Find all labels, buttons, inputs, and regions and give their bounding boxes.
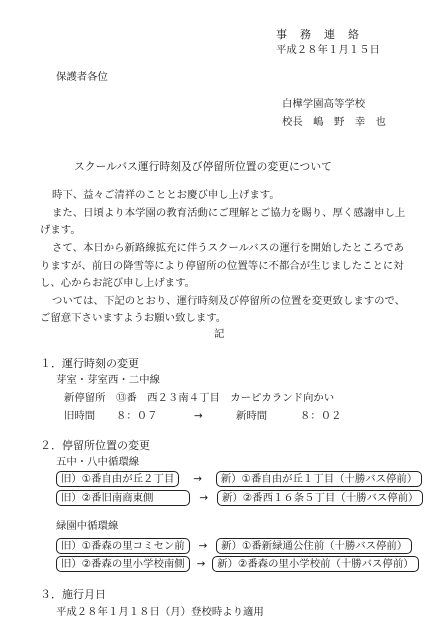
body-p3-line1: さて、本日から新路線拡充に伴うスクールバスの運行を開始したところであ (52, 242, 405, 254)
b-row1-old: 旧）①番森の里コミセン前 (56, 538, 190, 554)
b-row1-arrow: → (198, 540, 208, 552)
sender-principal: 校長 嶋 野 幸 也 (282, 116, 386, 128)
section1-old-time: ８：０７ (116, 410, 158, 422)
body-p2-line2: げます。 (40, 224, 81, 236)
section3-heading: ３．施行月日 (40, 588, 106, 601)
section2-b-row2 (56, 556, 419, 572)
a-row2-new: 新）②番西１６条５丁目（十勝バス停前） (217, 490, 423, 506)
section1-route: 芽室・芽室西・二中線 (56, 374, 160, 386)
sender-school: 白樺学園高等学校 (282, 98, 366, 110)
a-row1-arrow: → (193, 473, 202, 485)
section1-new-time: ８：０２ (300, 410, 342, 422)
a-row2-old: 旧）②番旧南商東側 (56, 490, 190, 506)
section1-new-stop: 新停留所 ⑬番 西２３南４丁目 カーピカランド向かい (64, 392, 335, 404)
body-p4-line2: ご留意下さいますようお願い致します。 (40, 312, 227, 324)
a-row2-arrow: → (199, 492, 209, 504)
b-row2-old: 旧）②番森の里小学校南側 (56, 556, 190, 572)
body-p1: 時下、益々ご清祥のこととお慶び申し上げます。 (52, 189, 280, 201)
body-p3-line3: し、心からお詫び申し上げます。 (40, 277, 196, 289)
body-p3-line2: りますが、前日の降雪等により停留所の位置等に不都合が生じましたことに対 (40, 260, 404, 272)
section1-new-time-label: 新時間 (236, 410, 268, 422)
a-row1-old: 旧）①番自由が丘２丁目 (56, 471, 179, 487)
section2-route-b: 緑園中循環線 (56, 520, 119, 532)
section3-detail: 平成２８年１月１８日（月）登校時より適用 (56, 606, 264, 618)
section1-old-time-label: 旧時間 (64, 410, 96, 422)
a-row1-new: 新）①番自由が丘１丁目（十勝バス停前） (216, 471, 422, 487)
section2-route-a: 五中・八中循環線 (56, 456, 140, 468)
body-p2-line1: また、日頃より本学園の教育活動にご理解とご協力を賜り、厚く感謝申し上 (52, 207, 406, 219)
section2-a-row2 (56, 490, 423, 506)
addressee: 保護者各位 (56, 71, 108, 83)
section2-b-row1 (56, 538, 412, 554)
b-row2-new: 新）②番森の里小学校前（十勝バス停前） (212, 556, 418, 572)
ki-mark: 記 (214, 328, 225, 340)
document-title: スクールバス運行時刻及び停留所位置の変更について (74, 160, 332, 173)
notice-type: 事 務 連 絡 (276, 28, 360, 41)
b-row1-new: 新）①番新緑通公住前（十勝バス停前） (216, 538, 412, 554)
document-date: 平成２８年１月１５日 (276, 44, 380, 56)
b-row2-arrow: → (196, 558, 206, 570)
section1-arrow: → (194, 410, 203, 422)
section2-a-row1 (56, 471, 422, 487)
body-p4-line1: ついては、下記のとおり、運行時刻及び停留所の位置を変更致しますので、 (52, 295, 406, 307)
section2-heading: ２．停留所位置の変更 (40, 439, 150, 452)
section1-heading: １．運行時刻の変更 (40, 357, 139, 370)
